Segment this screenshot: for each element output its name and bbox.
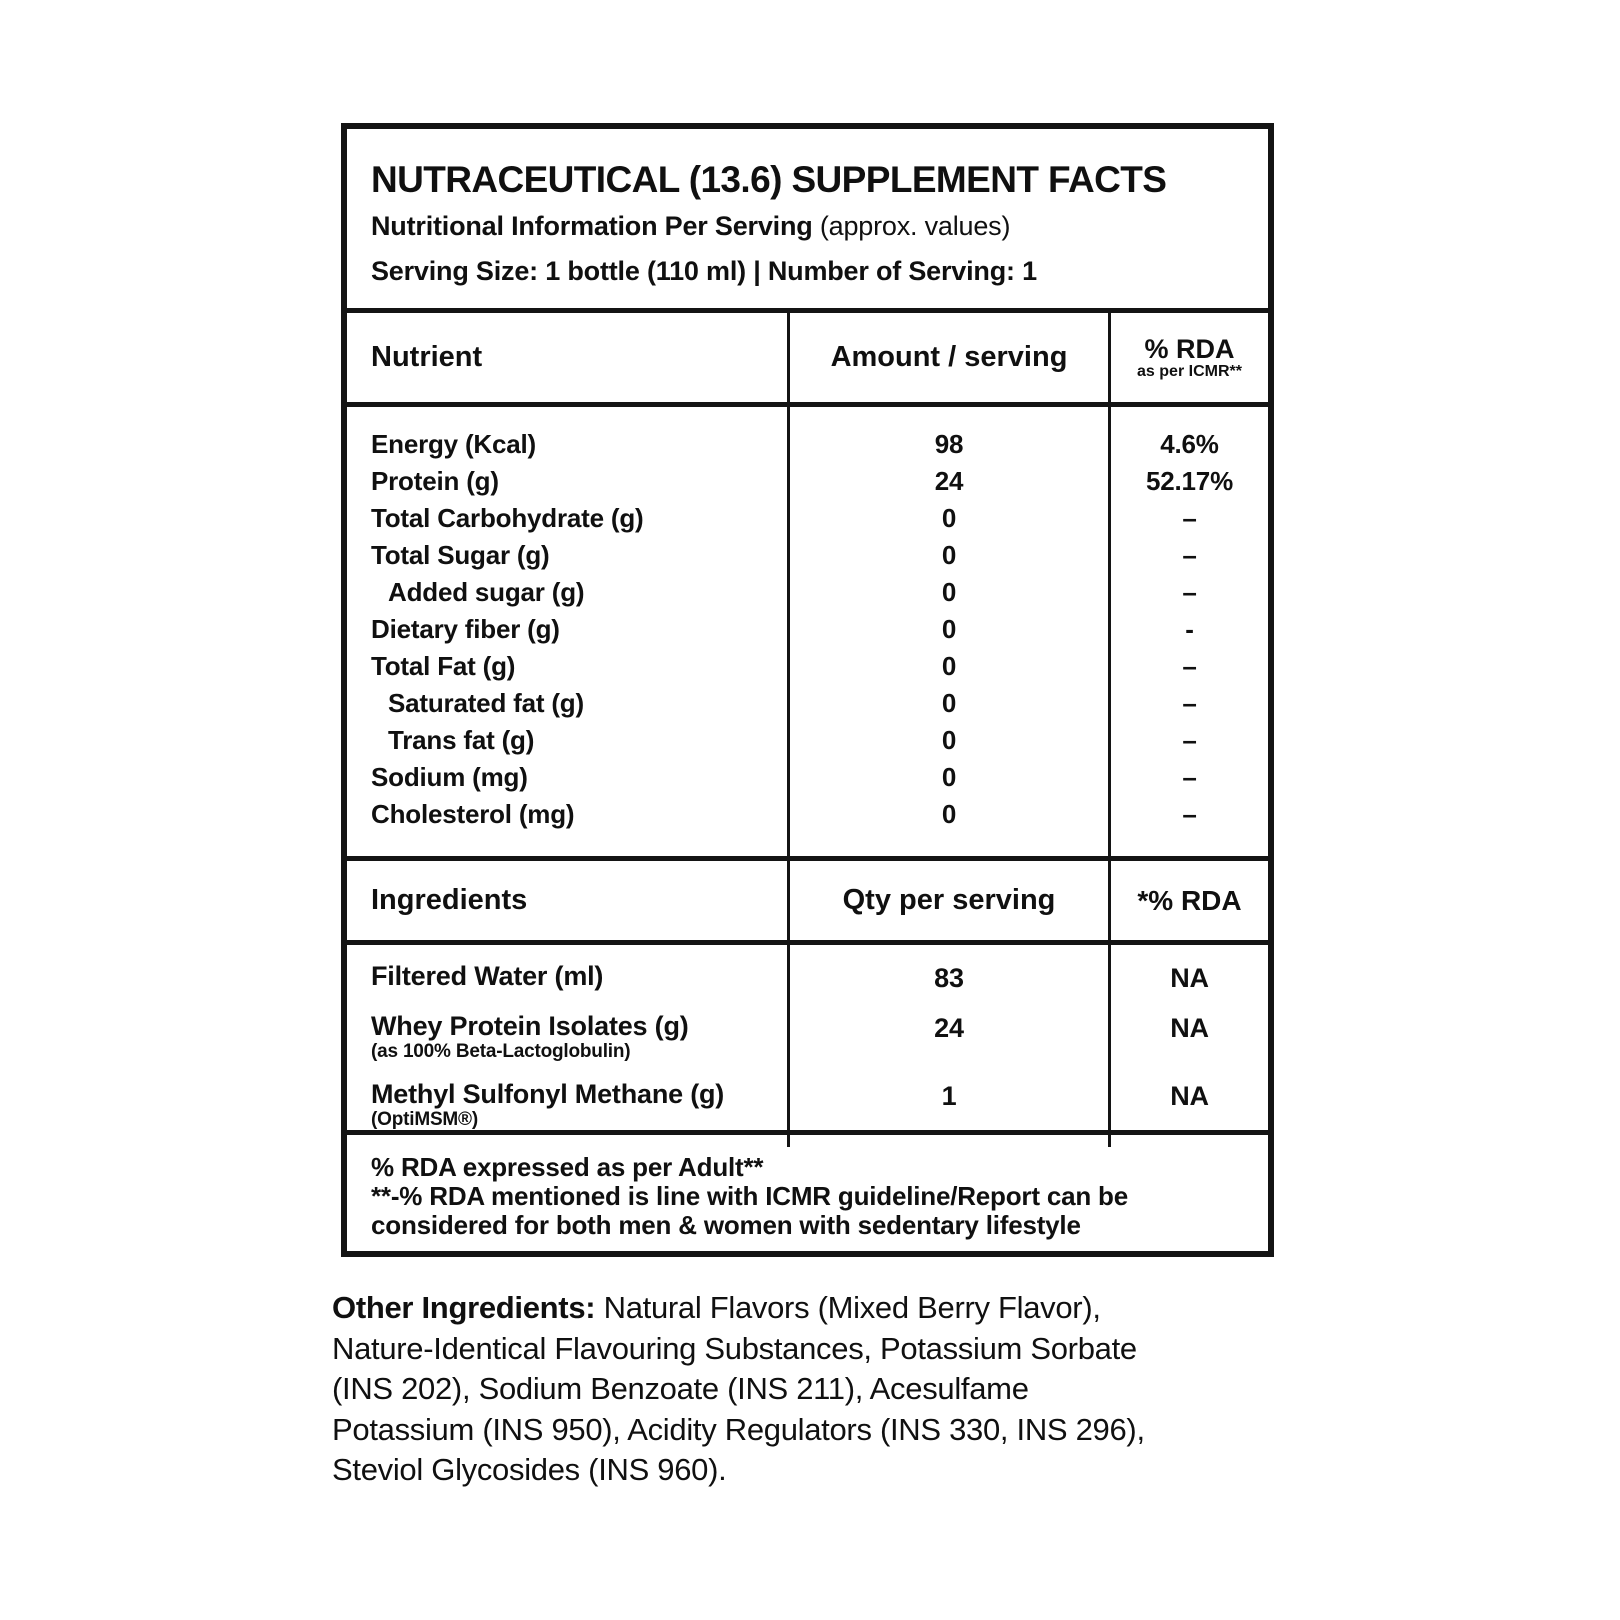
supplement-facts-panel <box>341 123 1274 1257</box>
rda-footnote-section <box>347 1135 1268 1251</box>
nutrient-amount: 0 <box>941 614 957 644</box>
nutrient-rda: – <box>1182 503 1197 533</box>
other-ingredients-text: Natural Flavors (Mixed Berry Flavor), <box>595 1290 1101 1325</box>
nutrient-amount: 24 <box>934 466 964 496</box>
ingredient-name: Methyl Sulfonyl Methane (g) <box>371 1079 725 1109</box>
ingredients-table-body <box>347 945 1268 1135</box>
other-ingredients-label: Other Ingredients: <box>332 1290 596 1325</box>
nutrient-amount: 0 <box>941 651 957 681</box>
footnote-line: **-% RDA mentioned is line with ICMR guideline/Report can be <box>371 1181 1128 1211</box>
nutrient-name: Added sugar (g) <box>388 577 585 607</box>
nutrient-amount: 0 <box>941 799 957 829</box>
panel-title: NUTRACEUTICAL (13.6) SUPPLEMENT FACTS <box>371 159 1167 200</box>
ingredient-name: Filtered Water (ml) <box>371 961 604 991</box>
ingredient-qty-column <box>787 945 1108 1147</box>
panel-subtitle <box>371 210 1250 242</box>
nutrient-name: Saturated fat (g) <box>388 688 584 718</box>
nutrient-amount: 0 <box>941 688 957 718</box>
nutrient-name: Trans fat (g) <box>388 725 535 755</box>
nutrient-amount: 0 <box>941 762 957 792</box>
nutrient-name: Cholesterol (mg) <box>371 799 575 829</box>
nutrient-rda: – <box>1182 688 1197 718</box>
nutrient-rda: - <box>1185 614 1194 644</box>
nutrient-rda: – <box>1182 651 1197 681</box>
serving-size-line: Serving Size: 1 bottle (110 ml) | Number of Serving: 1 <box>371 256 1037 286</box>
nutrient-rda: 52.17% <box>1146 466 1233 496</box>
subtitle-bold-text: Nutritional Information Per Serving <box>371 211 813 241</box>
other-ingredients-line: Steviol Glycosides (INS 960). <box>332 1452 727 1487</box>
other-ingredients-line: Nature-Identical Flavouring Substances, Potassium Sorbate <box>332 1330 1137 1366</box>
ingredient-rda: NA <box>1170 1081 1209 1111</box>
ingredients-header-row <box>347 861 1268 945</box>
ingredient-qty: 24 <box>934 1013 964 1043</box>
footnote-line: % RDA expressed as per Adult** <box>371 1152 764 1182</box>
ingredient-subtext: (OptiMSM®) <box>371 1109 478 1130</box>
nutrient-amount: 0 <box>941 725 957 755</box>
nutrient-rda: – <box>1182 540 1197 570</box>
nutrient-amount: 0 <box>941 540 957 570</box>
nutrient-amount: 0 <box>941 577 957 607</box>
nutrient-rda: – <box>1182 725 1197 755</box>
ingredient-rda-column <box>1108 945 1268 1147</box>
nutrient-name: Protein (g) <box>371 466 499 496</box>
ingredient-name: Whey Protein Isolates (g) <box>371 1011 689 1041</box>
nutrient-header-row <box>347 313 1268 407</box>
ingredient-rda-column-header <box>1108 861 1268 940</box>
nutrient-name: Sodium (mg) <box>371 762 528 792</box>
nutrient-name: Total Carbohydrate (g) <box>371 503 644 533</box>
nutrient-amount: 0 <box>941 503 957 533</box>
other-ingredients-line: Potassium (INS 950), Acidity Regulators (INS 330, INS 296), <box>332 1411 1145 1447</box>
nutrient-rda: – <box>1182 762 1197 792</box>
other-ingredients-line <box>332 1288 1262 1329</box>
subtitle-regular-text: (approx. values) <box>812 211 1011 241</box>
rda-column-header <box>1108 313 1268 402</box>
ingredient-qty: 1 <box>941 1081 957 1111</box>
title-section <box>347 129 1268 313</box>
ingredient-rda-header-text: *% RDA <box>1137 884 1242 916</box>
nutrient-rda: 4.6% <box>1160 429 1219 459</box>
nutrient-rda: – <box>1182 799 1197 829</box>
nutrient-column-header: Nutrient <box>371 341 483 373</box>
table-row <box>371 961 787 1011</box>
rda-header-sub: as per ICMR** <box>1137 363 1242 380</box>
nutrient-amount-column <box>787 407 1108 856</box>
ingredient-qty: 83 <box>934 963 964 993</box>
ingredient-rda: NA <box>1170 963 1209 993</box>
ingredients-column-header: Ingredients <box>371 884 528 916</box>
ingredient-rda: NA <box>1170 1013 1209 1043</box>
qty-column-header: Qty per serving <box>787 861 1108 940</box>
ingredient-subtext: (as 100% Beta-Lactoglobulin) <box>371 1041 631 1062</box>
other-ingredients-paragraph <box>332 1288 1262 1491</box>
nutrient-rda-column <box>1108 407 1268 856</box>
table-row <box>371 1011 787 1079</box>
nutrient-name-column <box>347 407 787 856</box>
nutrient-name: Energy (Kcal) <box>371 429 537 459</box>
footnote-line: considered for both men & women with sedentary lifestyle <box>371 1210 1081 1240</box>
nutrient-name: Total Fat (g) <box>371 651 516 681</box>
nutrient-name: Dietary fiber (g) <box>371 614 560 644</box>
amount-column-header: Amount / serving <box>787 313 1108 402</box>
ingredient-name-column <box>347 945 787 1147</box>
nutrient-amount: 98 <box>934 429 964 459</box>
other-ingredients-line: (INS 202), Sodium Benzoate (INS 211), Acesulfame <box>332 1371 1029 1406</box>
nutrient-rda: – <box>1182 577 1197 607</box>
rda-header-main: % RDA <box>1144 334 1235 364</box>
nutrients-table-body <box>347 407 1268 861</box>
nutrient-name: Total Sugar (g) <box>371 540 550 570</box>
table-row <box>371 1079 787 1147</box>
